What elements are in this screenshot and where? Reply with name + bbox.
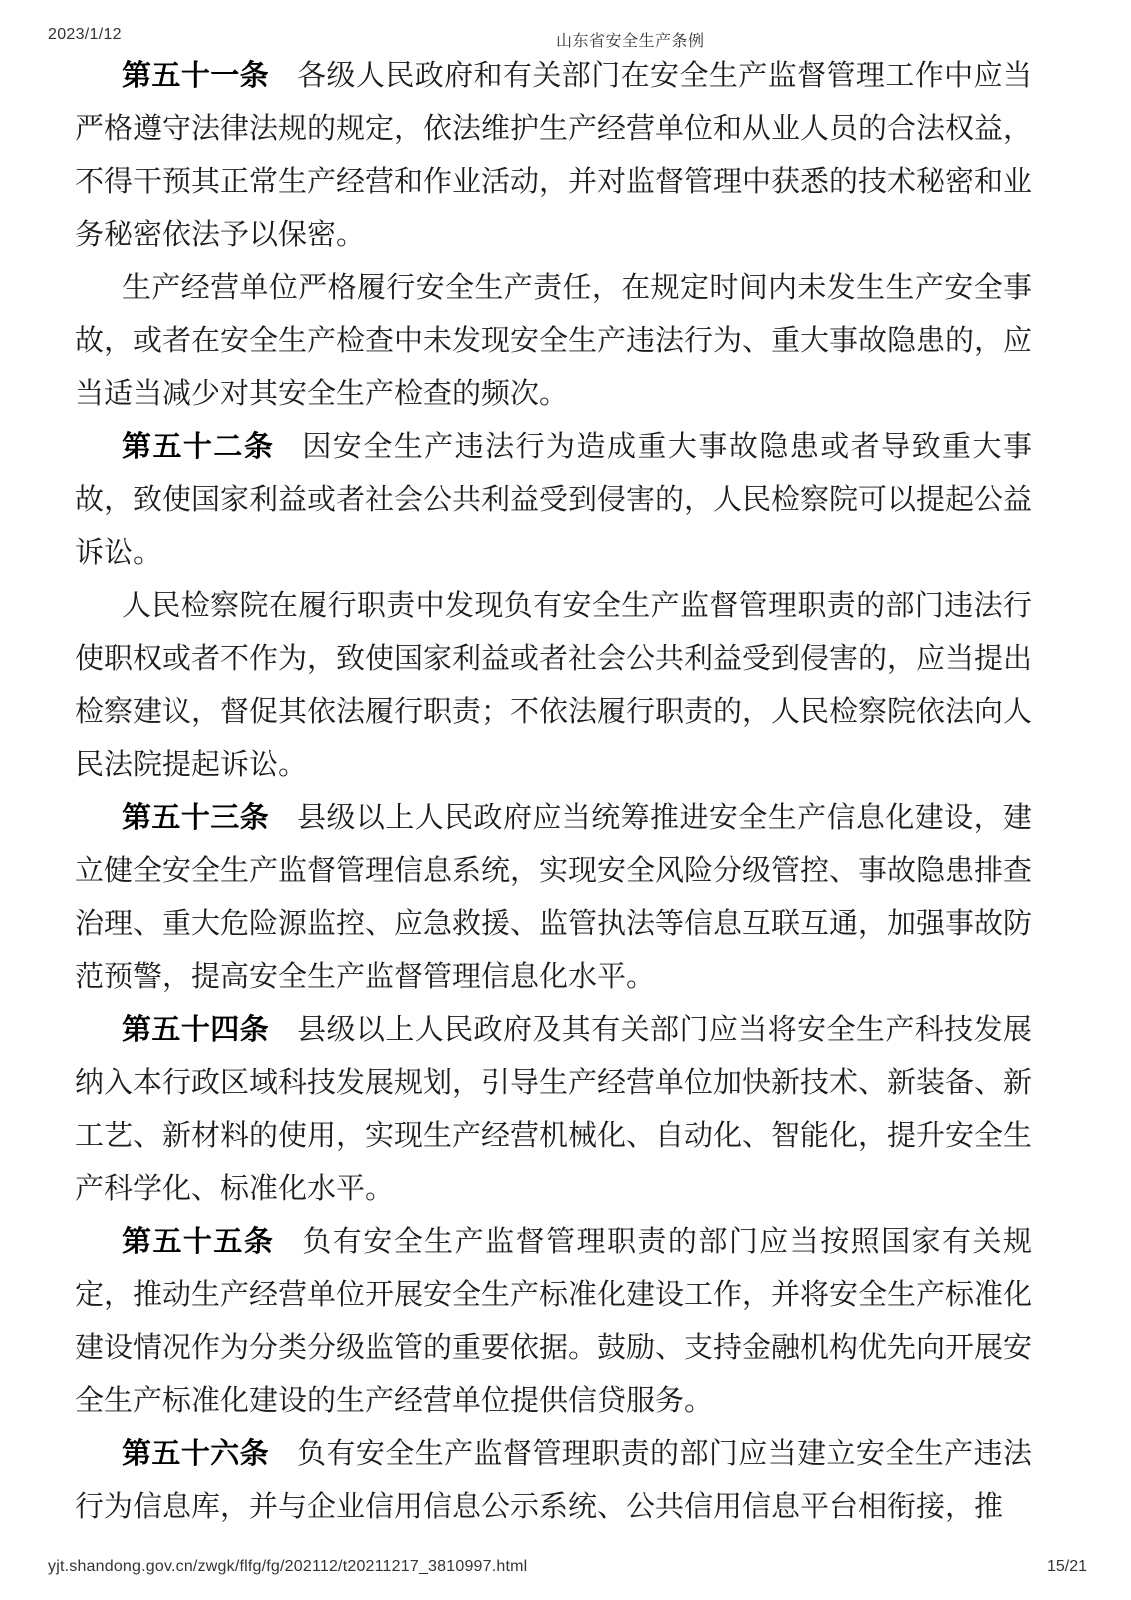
article-paragraph (75, 1428, 1032, 1534)
article-text: 生产经营单位严格履行安全生产责任，在规定时间内未发生生产安全事故，或者在安全生产检查中未发现安全生产违法行为、重大事故隐患的，应当适当减少对其安全生产检查的频次。 (75, 272, 1033, 410)
article-paragraph (75, 1004, 1032, 1216)
article-paragraph (75, 580, 1032, 792)
page-number: 15/21 (1046, 1558, 1087, 1575)
article-number: 第五十二条 (122, 431, 275, 463)
article-text: 人民检察院在履行职责中发现负有安全生产监督管理职责的部门违法行使职权或者不作为，致使国家利益或者社会公共利益受到侵害的，应当提出检察建议，督促其依法履行职责；不依法履行职责的，人民检察院依法向人民法院提起诉讼。 (75, 590, 1033, 781)
article-number: 第五十四条 (122, 1014, 270, 1046)
page-header (48, 24, 1087, 48)
article-paragraph (75, 50, 1032, 262)
page-footer (48, 1558, 1087, 1582)
article-paragraph (75, 792, 1032, 1004)
document-body (75, 50, 1032, 1534)
article-text: 县级以上人民政府及其有关部门应当将安全生产科技发展纳入本行政区域科技发展规划，引导生产经营单位加快新技术、新装备、新工艺、新材料的使用，实现生产经营机械化、自动化、智能化，提升安全生产科学化、标准化水平。 (75, 1014, 1033, 1205)
article-text: 因安全生产违法行为造成重大事故隐患或者导致重大事故，致使国家利益或者社会公共利益受到侵害的，人民检察院可以提起公益诉讼。 (75, 431, 1033, 569)
article-text: 负有安全生产监督管理职责的部门应当按照国家有关规定，推动生产经营单位开展安全生产标准化建设工作，并将安全生产标准化建设情况作为分类分级监管的重要依据。鼓励、支持金融机构优先向开展安全生产标准化建设的生产经营单位提供信贷服务。 (75, 1226, 1033, 1417)
source-url: yjt.shandong.gov.cn/zwgk/flfg/fg/202112/t20211217_3810997.html (48, 1558, 528, 1575)
article-text: 各级人民政府和有关部门在安全生产监督管理工作中应当严格遵守法律法规的规定，依法维护生产经营单位和从业人员的合法权益，不得干预其正常生产经营和作业活动，并对监督管理中获悉的技术秘密和业务秘密依法予以保密。 (75, 60, 1033, 251)
article-paragraph (75, 1216, 1032, 1428)
article-text: 负有安全生产监督管理职责的部门应当建立安全生产违法行为信息库，并与企业信用信息公示系统、公共信用信息平台相衔接，推 (75, 1438, 1032, 1523)
article-number: 第五十六条 (122, 1438, 270, 1470)
print-date: 2023/1/12 (48, 26, 122, 43)
article-number: 第五十三条 (122, 802, 270, 834)
article-number: 第五十五条 (122, 1226, 275, 1258)
article-number: 第五十一条 (122, 60, 270, 92)
article-paragraph (75, 262, 1032, 421)
article-text: 县级以上人民政府应当统筹推进安全生产信息化建设，建立健全安全生产监督管理信息系统，实现安全风险分级管控、事故隐患排查治理、重大危险源监控、应急救援、监管执法等信息互联互通，加强事故防范预警，提高安全生产监督管理信息化水平。 (75, 802, 1033, 993)
article-paragraph (75, 421, 1032, 580)
document-title: 山东省安全生产条例 (556, 33, 705, 50)
